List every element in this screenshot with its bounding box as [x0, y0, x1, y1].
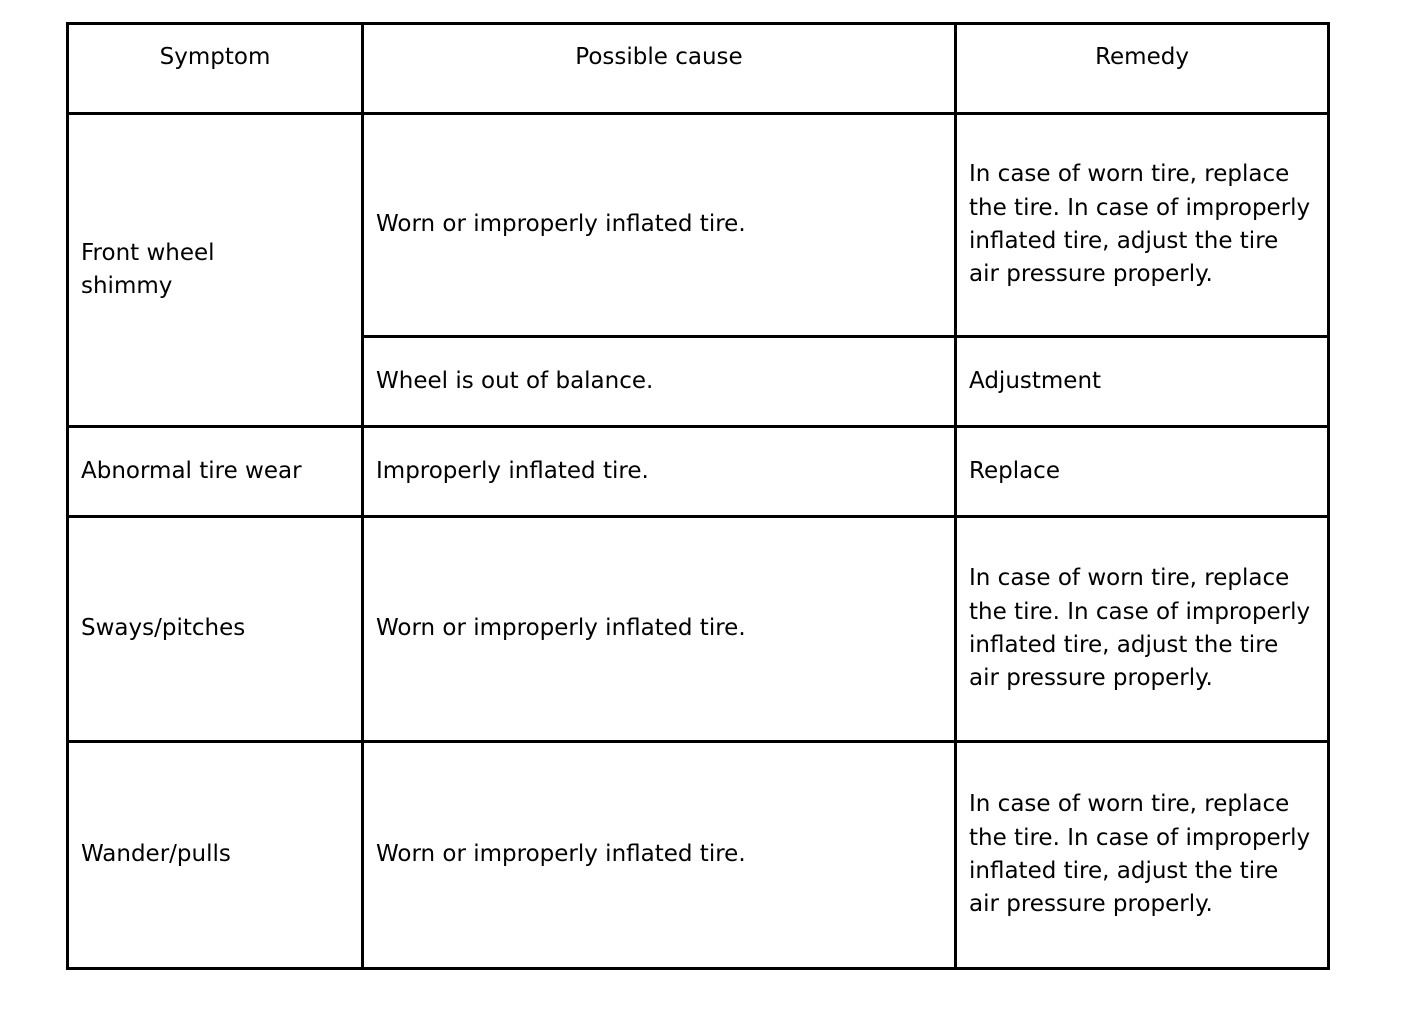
remedy-cell: Adjustment	[956, 337, 1329, 427]
cause-cell: Improperly inflated tire.	[363, 427, 956, 517]
remedy-cell: Replace	[956, 427, 1329, 517]
cause-cell: Wheel is out of balance.	[363, 337, 956, 427]
symptom-cell	[68, 114, 363, 427]
table-row	[68, 742, 1329, 969]
header-possible-cause: Possible cause	[363, 24, 956, 114]
table-row	[68, 427, 1329, 517]
cause-cell: Worn or improperly inflated tire.	[363, 517, 956, 742]
table-row	[68, 517, 1329, 742]
symptom-cell: Wander/pulls	[68, 742, 363, 969]
header-remedy: Remedy	[956, 24, 1329, 114]
cause-cell: Worn or improperly inflated tire.	[363, 114, 956, 337]
remedy-cell: In case of worn tire, replace the tire. In case of improperly inflated tire, adjust the tire air pressure properly.	[956, 742, 1329, 969]
remedy-cell: In case of worn tire, replace the tire. In case of improperly inflated tire, adjust the tire air pressure properly.	[956, 517, 1329, 742]
header-symptom: Symptom	[68, 24, 363, 114]
remedy-cell: In case of worn tire, replace the tire. In case of improperly inflated tire, adjust the tire air pressure properly.	[956, 114, 1329, 337]
table-row	[68, 114, 1329, 337]
troubleshooting-table	[66, 22, 1330, 970]
symptom-cell: Sways/pitches	[68, 517, 363, 742]
symptom-text: Front wheel shimmy	[81, 239, 215, 299]
symptom-cell: Abnormal tire wear	[68, 427, 363, 517]
header-row	[68, 24, 1329, 114]
cause-cell: Worn or improperly inflated tire.	[363, 742, 956, 969]
